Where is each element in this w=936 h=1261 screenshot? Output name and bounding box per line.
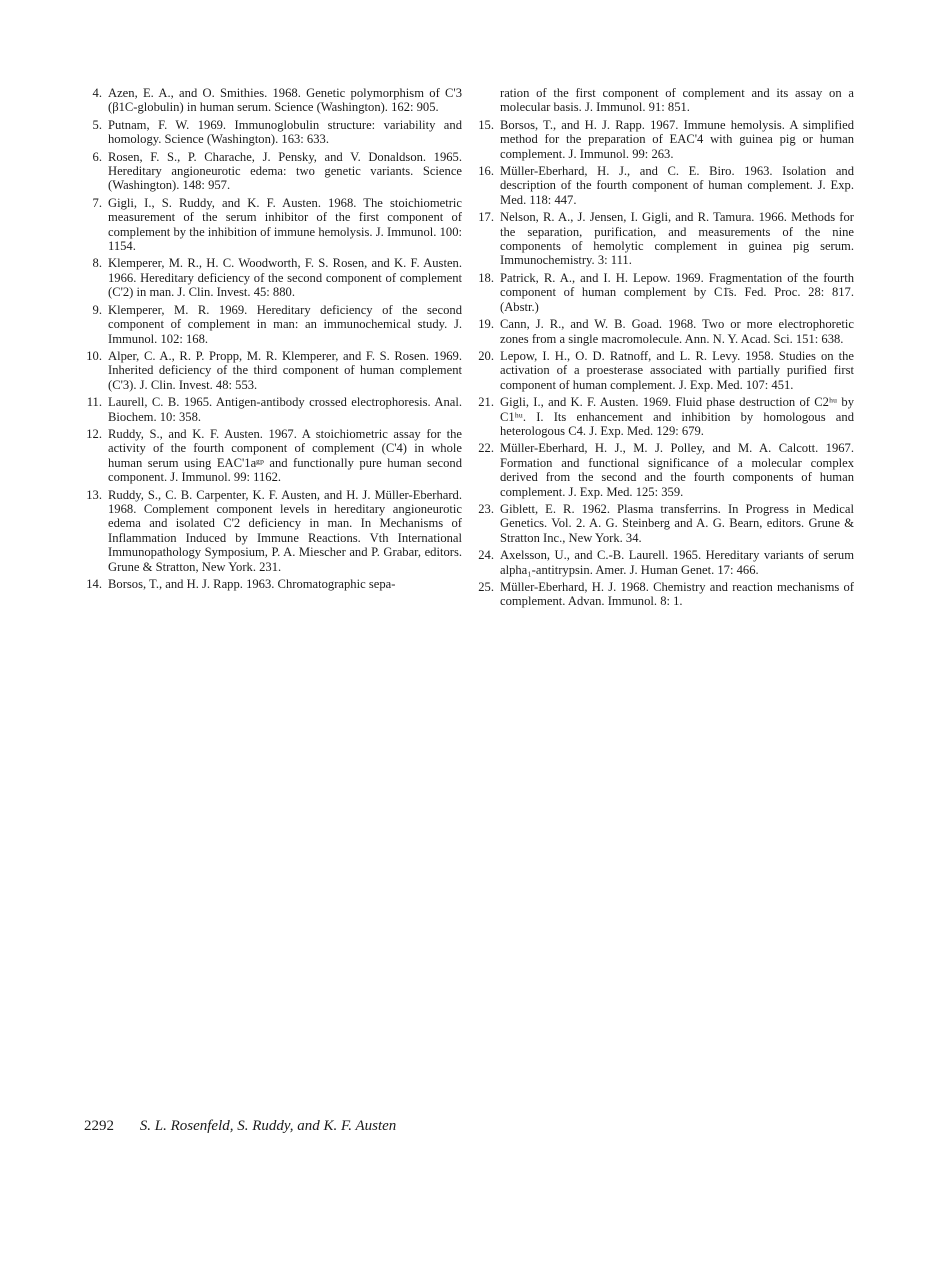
reference-item: 15. Borsos, T., and H. J. Rapp. 1967. Immune hemolysis. A simplified method for the preparation of EAC'4 with guinea pig or human complement. J. Immunol. 99: 263.: [478, 117, 854, 161]
reference-item: 17. Nelson, R. A., J. Jensen, I. Gigli, and R. Tamura. 1966. Methods for the separation, purification, and measurements of the nine components of hemolytic complement in guinea pig serum. Immunochemistry. 3: 111.: [478, 210, 854, 268]
page-number: 2292: [84, 1118, 114, 1134]
reference-item: 24. Axelsson, U., and C.-B. Laurell. 1965. Hereditary variants of serum alpha₁-antitrypsin. Amer. J. Human Genet. 17: 466.: [478, 548, 854, 577]
reference-text: Azen, E. A., and O. Smithies. 1968. Genetic polymorphism of C'3 (β1C-globulin) in human serum. Science (Washington). 162: 905.: [108, 86, 462, 115]
reference-text: Klemperer, M. R., H. C. Woodworth, F. S. Rosen, and K. F. Austen. 1966. Hereditary deficiency of the second component of complement (C'2) in man. J. Clin. Invest. 45: 880.: [108, 256, 462, 300]
reference-item: 16. Müller-Eberhard, H. J., and C. E. Biro. 1963. Isolation and description of the fourth component of human complement. J. Exp. Med. 118: 447.: [478, 164, 854, 207]
reference-item: 14. Borsos, T., and H. J. Rapp. 1963. Chromatographic sepa-: [86, 577, 396, 591]
reference-text: Axelsson, U., and C.-B. Laurell. 1965. Hereditary variants of serum alpha₁-antitrypsin. Amer. J. Human Genet. 17: 466.: [500, 548, 854, 577]
page-footer: [84, 1118, 396, 1135]
reference-item: 5. Putnam, F. W. 1969. Immunoglobulin structure: variability and homology. Science (Washington). 163: 633.: [92, 117, 462, 147]
reference-item: 22. Müller-Eberhard, H. J., M. J. Polley, and M. A. Calcott. 1967. Formation and functional significance of a molecular complex derived from the second and the fourth components of human complement. J. Exp. Med. 125: 359.: [478, 441, 854, 499]
reference-column-left: [84, 86, 462, 594]
reference-item: 25. Müller-Eberhard, H. J. 1968. Chemistry and reaction mechanisms of complement. Advan. Immunol. 8: 1.: [478, 580, 854, 609]
reference-text: Müller-Eberhard, H. J. 1968. Chemistry and reaction mechanisms of complement. Advan. Immunol. 8: 1.: [500, 580, 854, 609]
reference-text: Borsos, T., and H. J. Rapp. 1963. Chromatographic sepa-: [108, 577, 396, 591]
reference-item: 7. Gigli, I., S. Ruddy, and K. F. Austen. 1968. The stoichiometric measurement of the serum inhibitor of the first component of complement by the inhibition of immune hemolysis. J. Immunol. 100: 1154.: [92, 195, 462, 254]
reference-item: 4. Azen, E. A., and O. Smithies. 1968. Genetic polymorphism of C'3 (β1C-globulin) in human serum. Science (Washington). 162: 905.: [92, 86, 462, 115]
reference-text: Klemperer, M. R. 1969. Hereditary deficiency of the second component of complement in man: an immunochemical study. J. Immunol. 102: 168.: [108, 302, 462, 346]
reference-item: 6. Rosen, F. S., P. Charache, J. Pensky, and V. Donaldson. 1965. Hereditary angioneurotic edema: two genetic variants. Science (Washington). 148: 957.: [92, 149, 462, 193]
running-authors: S. L. Rosenfeld, S. Ruddy, and K. F. Austen: [139, 1118, 397, 1134]
reference-text: Ruddy, S., C. B. Carpenter, K. F. Austen, and H. J. Müller-Eberhard. 1968. Complement component levels in hereditary angioneurotic edema and isolated C'2 deficiency in man. In Mechanisms of Inflammation Induced by Immune Reactions. Vth International Immunopathology Symposium, P. A. Miescher and P. Grabar, editors. Grune & Stratton, New York. 231.: [108, 487, 462, 574]
reference-item: 8. Klemperer, M. R., H. C. Woodworth, F. S. Rosen, and K. F. Austen. 1966. Hereditary deficiency of the second component of complement (C'2) in man. J. Clin. Invest. 45: 880.: [92, 256, 462, 300]
reference-text: Rosen, F. S., P. Charache, J. Pensky, and V. Donaldson. 1965. Hereditary angioneurotic edema: two genetic variants. Science (Washington). 148: 957.: [108, 149, 462, 193]
reference-item: 23. Giblett, E. R. 1962. Plasma transferrins. In Progress in Medical Genetics. Vol. 2. A. G. Steinberg and A. G. Bearn, editors. Grune & Stratton Inc., New York. 34.: [478, 501, 854, 545]
reference-text: Laurell, C. B. 1965. Antigen-antibody crossed electrophoresis. Anal. Biochem. 10: 358.: [108, 395, 462, 424]
reference-item: 10. Alper, C. A., R. P. Propp, M. R. Klemperer, and F. S. Rosen. 1969. Inherited deficiency of the third component of human complement (C'3). J. Clin. Invest. 48: 553.: [86, 348, 462, 392]
reference-text: Gigli, I., S. Ruddy, and K. F. Austen. 1968. The stoichiometric measurement of the serum inhibitor of the first component of complement by the inhibition of immune hemolysis. J. Immunol. 100: 1154.: [108, 195, 462, 254]
reference-item: 11. Laurell, C. B. 1965. Antigen-antibody crossed electrophoresis. Anal. Biochem. 10: 358.: [86, 395, 462, 424]
reference-text: Müller-Eberhard, H. J., and C. E. Biro. 1963. Isolation and description of the fourth component of human complement. J. Exp. Med. 118: 447.: [500, 164, 854, 207]
reference-text: Putnam, F. W. 1969. Immunoglobulin structure: variability and homology. Science (Washington). 163: 633.: [108, 117, 462, 147]
reference-column-right: [476, 86, 854, 612]
reference-text: Borsos, T., and H. J. Rapp. 1967. Immune hemolysis. A simplified method for the preparation of EAC'4 with guinea pig or human complement. J. Immunol. 99: 263.: [500, 117, 854, 161]
reference-text: Nelson, R. A., J. Jensen, I. Gigli, and R. Tamura. 1966. Methods for the separation, purification, and measurements of the nine components of hemolytic complement in guinea pig serum. Immunochemistry. 3: 111.: [500, 210, 854, 268]
reference-text: Alper, C. A., R. P. Propp, M. R. Klemperer, and F. S. Rosen. 1969. Inherited deficiency of the third component of human complement (C'3). J. Clin. Invest. 48: 553.: [108, 348, 462, 392]
reference-continuation: ration of the first component of complement and its assay on a molecular basis. J. Immunol. 91: 851.: [500, 86, 854, 115]
reference-item: 13. Ruddy, S., C. B. Carpenter, K. F. Austen, and H. J. Müller-Eberhard. 1968. Complement component levels in hereditary angioneurotic edema and isolated C'2 deficiency in man. In Mechanisms of Inflammation Induced by Immune Reactions. Vth International Immunopathology Symposium, P. A. Miescher and P. Grabar, editors. Grune & Stratton, New York. 231.: [86, 487, 462, 574]
reference-item: 20. Lepow, I. H., O. D. Ratnoff, and L. R. Levy. 1958. Studies on the activation of a proesterase associated with partially purified first component of human complement. J. Exp. Med. 107: 451.: [478, 348, 854, 392]
reference-item: 12. Ruddy, S., and K. F. Austen. 1967. A stoichiometric assay for the activity of the fourth component of complement (C'4) in whole human serum using EAC'1aᵍᵖ and functionally pure human second component. J. Immunol. 99: 1162.: [86, 426, 462, 485]
reference-item: 19. Cann, J. R., and W. B. Goad. 1968. Two or more electrophoretic zones from a single macromolecule. Ann. N. Y. Acad. Sci. 151: 638.: [478, 317, 854, 346]
reference-text: Lepow, I. H., O. D. Ratnoff, and L. R. Levy. 1958. Studies on the activation of a proesterase associated with partially purified first component of human complement. J. Exp. Med. 107: 451.: [500, 348, 854, 392]
reference-text: Gigli, I., and K. F. Austen. 1969. Fluid phase destruction of C2ʰᵘ by C1ʰᵘ. I. Its enhancement and inhibition by homologous and heterologous C4. J. Exp. Med. 129: 679.: [500, 395, 854, 438]
reference-item: 21. Gigli, I., and K. F. Austen. 1969. Fluid phase destruction of C2ʰᵘ by C1ʰᵘ. I. Its enhancement and inhibition by homologous and heterologous C4. J. Exp. Med. 129: 679.: [478, 395, 854, 438]
reference-item: 9. Klemperer, M. R. 1969. Hereditary deficiency of the second component of complement in man: an immunochemical study. J. Immunol. 102: 168.: [92, 302, 462, 346]
reference-text: Patrick, R. A., and I. H. Lepow. 1969. Fragmentation of the fourth component of human complement by C1̄s. Fed. Proc. 28: 817. (Abstr.): [500, 270, 854, 314]
reference-text: Cann, J. R., and W. B. Goad. 1968. Two or more electrophoretic zones from a single macromolecule. Ann. N. Y. Acad. Sci. 151: 638.: [500, 317, 854, 346]
reference-text: Müller-Eberhard, H. J., M. J. Polley, and M. A. Calcott. 1967. Formation and functional significance of a molecular complex derived from the second and the fourth components of human complement. J. Exp. Med. 125: 359.: [500, 441, 854, 499]
reference-text: Giblett, E. R. 1962. Plasma transferrins. In Progress in Medical Genetics. Vol. 2. A. G. Steinberg and A. G. Bearn, editors. Grune & Stratton Inc., New York. 34.: [500, 501, 854, 545]
reference-item: 18. Patrick, R. A., and I. H. Lepow. 1969. Fragmentation of the fourth component of human complement by C1̄s. Fed. Proc. 28: 817. (Abstr.): [478, 270, 854, 314]
reference-text: Ruddy, S., and K. F. Austen. 1967. A stoichiometric assay for the activity of the fourth component of complement (C'4) in whole human serum using EAC'1aᵍᵖ and functionally pure human second component. J. Immunol. 99: 1162.: [108, 426, 462, 485]
